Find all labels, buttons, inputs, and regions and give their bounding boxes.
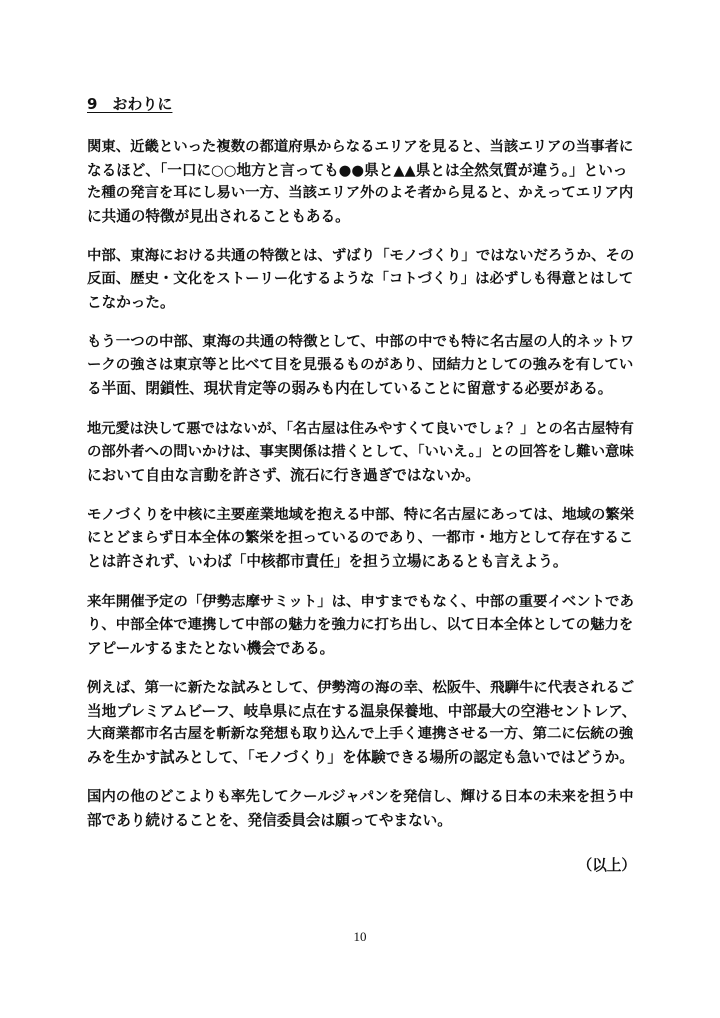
paragraph-7	[87, 677, 637, 769]
paragraph-8	[87, 786, 637, 832]
section-heading: 9 おわりに	[87, 95, 173, 113]
text-line: の部外者への問いかけは、事実関係は措くとして、「いいえ。」との回答をし難い意味	[87, 444, 634, 460]
text-line: 中部、東海における共通の特徴とは、ずばり「モノづくり」ではないだろうか、その	[87, 248, 635, 264]
paragraph-5	[87, 504, 637, 573]
text-line: 当地プレミアムビーフ、岐阜県に点在する温泉保養地、中部最大の空港セントレア、	[87, 703, 637, 720]
text-line: 来年開催予定の「伊勢志摩サミット」は、申すまでもなく、中部の重要イベントであ	[87, 594, 634, 610]
text-line: に共通の特徴が見出されることもある。	[87, 208, 350, 225]
text-line: にとどまらず日本全体の繁栄を担っているのであり、一都市・地方として存在するこ	[87, 530, 634, 546]
text-line: こなかった。	[87, 294, 175, 311]
paragraph-3	[87, 331, 637, 400]
text-line: た種の発言を耳にし易い一方、当該エリア外のよそ者から見ると、かえってエリア内	[87, 185, 634, 201]
paragraph-6	[87, 591, 637, 660]
text-line: 例えば、第一に新たな試みとして、伊勢湾の海の幸、松阪牛、飛騨牛に代表されるご	[87, 680, 635, 696]
text-line: 部であり続けることを、発信委員会は願ってやまない。	[87, 812, 452, 829]
text-line: アピールするまたとない機会である。	[87, 640, 335, 657]
paragraph-4	[87, 418, 637, 487]
text-line: る半面、閉鎖性、現状肯定等の弱みも内在していることに留意する必要がある。	[87, 380, 613, 397]
text-line: とは許されず、いわば「中核都市責任」を担う立場にあるとも言えよう。	[87, 553, 568, 570]
text-line: なるほど、「一口に○○地方と言っても●●県と▲▲県とは全然気質が違う。」といっ	[87, 162, 628, 179]
text-line: 関東、近畿といった複数の都道府県からなるエリアを見ると、当該エリアの当事者に	[87, 139, 634, 155]
text-line: モノづくりを中核に主要産業地域を抱える中部、特に名古屋にあっては、地域の繁栄	[87, 507, 635, 523]
text-line: において自由な言動を許さず、流石に行き過ぎではないか。	[87, 467, 480, 484]
page-number: 10	[353, 929, 367, 944]
text-line: り、中部全体で連携して中部の魅力を強力に打ち出し、以て日本全体としての魅力を	[87, 617, 634, 633]
paragraph-1	[87, 136, 637, 228]
text-line: 反面、歴史・文化をストーリー化するような「コトづくり」は必ずしも得意とはして	[87, 271, 634, 287]
text-line: もう一つの中部、東海の共通の特徴として、中部の中でも特に名古屋の人的ネットワ	[87, 334, 635, 350]
paragraph-2	[87, 245, 637, 314]
text-line: 国内の他のどこよりも率先してクールジャパンを発信し、輝ける日本の未来を担う中	[87, 789, 634, 805]
text-line: 地元愛は決して悪ではないが、「名古屋は住みやすくて良いでしょ？」との名古屋特有	[87, 421, 634, 437]
text-line: みを生かす試みとして、「モノづくり」を体験できる場所の認定も急いではどうか。	[87, 749, 634, 766]
text-line: 大商業都市名古屋を斬新な発想も取り込んで上手く連携させる一方、第二に伝統の強	[87, 726, 634, 742]
text-line: ークの強さは東京等と比べて目を見張るものがあり、団結力としての強みを有してい	[87, 357, 634, 373]
closing-remark: （以上）	[577, 857, 636, 874]
